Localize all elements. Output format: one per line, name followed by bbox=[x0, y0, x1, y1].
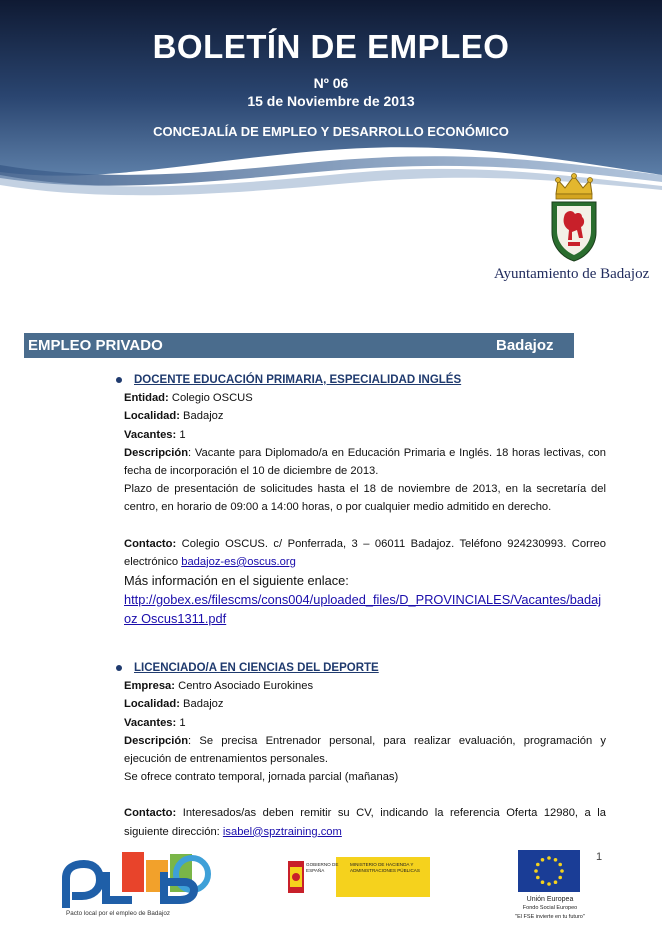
entity-label: Empresa: bbox=[124, 680, 175, 693]
description-label: Descripción bbox=[124, 446, 189, 459]
pacto-local-text: Pacto local por el empleo de Badajoz bbox=[66, 910, 170, 917]
eu-text bbox=[500, 895, 600, 922]
more-info-text: Más información en el siguiente enlace: bbox=[124, 573, 349, 589]
contact-label: Contacto: bbox=[124, 807, 177, 820]
description-row bbox=[124, 732, 606, 768]
vacancies-label: Vacantes: bbox=[124, 428, 177, 441]
contact-email-link[interactable]: badajoz-es@oscus.org bbox=[181, 555, 296, 568]
vacancies-row bbox=[124, 426, 606, 444]
locality-value: Badajoz bbox=[179, 410, 224, 423]
coat-of-arms-icon bbox=[548, 172, 600, 262]
job-body bbox=[124, 389, 606, 628]
description-value: : Vacante para Diplomado/a en Educación Primaria e Inglés. 18 horas lectivas, con fecha de incorporación el 10 de diciembre de 2013. bbox=[124, 446, 606, 478]
contact-row bbox=[124, 535, 606, 571]
header-banner bbox=[0, 0, 662, 200]
bulletin-title: BOLETÍN DE EMPLEO bbox=[152, 28, 510, 65]
vacancies-label: Vacantes: bbox=[124, 716, 177, 729]
locality-row bbox=[124, 695, 606, 713]
locality-label: Localidad: bbox=[124, 698, 180, 711]
description-row bbox=[124, 444, 606, 480]
description-value: : Se precisa Entrenador personal, para realizar evaluación, programación y ejecución de entrenamientos personales. bbox=[124, 734, 606, 766]
eu-flag-icon bbox=[518, 850, 580, 892]
bullet-icon bbox=[116, 377, 122, 383]
bulletin-date: 15 de Noviembre de 2013 bbox=[247, 93, 415, 109]
description-label: Descripción bbox=[124, 734, 189, 747]
gobierno-espana-text bbox=[306, 862, 346, 874]
bulletin-number: Nº 06 bbox=[313, 75, 349, 91]
vacancies-row bbox=[124, 714, 606, 732]
contact-label: Contacto: bbox=[124, 537, 177, 550]
job-body bbox=[124, 677, 606, 841]
ministerio-text bbox=[350, 862, 426, 874]
gov-line1: GOBIERNO DE ESPAÑA bbox=[306, 862, 339, 873]
bullet-icon bbox=[116, 665, 122, 671]
contact-row bbox=[124, 804, 606, 840]
eu-fund: Fondo Social Europeo bbox=[522, 905, 578, 911]
locality-value: Badajoz bbox=[179, 698, 224, 711]
vacancies-value: 1 bbox=[176, 716, 186, 729]
description-extra: Se ofrece contrato temporal, jornada parcial (mañanas) bbox=[124, 771, 399, 784]
entity-row bbox=[124, 389, 606, 407]
entity-value: Centro Asociado Eurokines bbox=[175, 680, 314, 693]
more-info-link[interactable]: http://gobex.es/filescms/cons004/uploaded_files/D_PROVINCIALES/Vacantes/badajoz Oscus1311.pdf bbox=[124, 592, 602, 627]
contact-value: Colegio OSCUS. c/ Ponferrada, 3 – 06011 Badajoz. Teléfono 924230993. Correo electrónico bbox=[124, 537, 606, 568]
contact-email-link[interactable]: isabel@spztraining.com bbox=[222, 825, 342, 838]
vacancies-value: 1 bbox=[176, 428, 186, 441]
section-location: Badajoz bbox=[496, 337, 554, 354]
gov-line2: MINISTERIO DE HACIENDA Y ADMINISTRACIONES PÚBLICAS bbox=[350, 862, 420, 873]
section-header bbox=[24, 333, 574, 358]
page-number: 1 bbox=[596, 851, 603, 863]
entity-label: Entidad: bbox=[124, 392, 169, 405]
entity-row bbox=[124, 677, 606, 695]
entity-value: Colegio OSCUS bbox=[168, 392, 253, 405]
contact-value: Interesados/as deben remitir su CV, indicando la referencia Oferta 12980, a la siguiente dirección: bbox=[124, 807, 606, 838]
more-info bbox=[124, 571, 606, 628]
job-title-text: LICENCIADO/A EN CIENCIAS DEL DEPORTE bbox=[134, 662, 379, 674]
department-name: CONCEJALÍA DE EMPLEO Y DESARROLLO ECONÓMICO bbox=[153, 124, 509, 139]
description-extra: Plazo de presentación de solicitudes hasta el 18 de noviembre de 2013, en la secretaría del centro, en horario de 09:00 a 14:00 horas, o por cualquier medio admitido en derecho. bbox=[124, 483, 606, 514]
locality-row bbox=[124, 407, 606, 425]
job-title bbox=[114, 371, 606, 389]
job-listing bbox=[114, 659, 606, 841]
eu-motto: "El FSE invierte en tu futuro" bbox=[515, 914, 585, 920]
city-hall-name: Ayuntamiento de Badajoz bbox=[494, 266, 650, 282]
job-listing bbox=[114, 371, 606, 628]
job-title bbox=[114, 659, 606, 677]
locality-label: Localidad: bbox=[124, 410, 180, 423]
job-title-text: DOCENTE EDUCACIÓN PRIMARIA, ESPECIALIDAD INGLÉS bbox=[134, 374, 462, 386]
section-title: EMPLEO PRIVADO bbox=[28, 337, 163, 354]
eu-name: Unión Europea bbox=[526, 896, 574, 903]
